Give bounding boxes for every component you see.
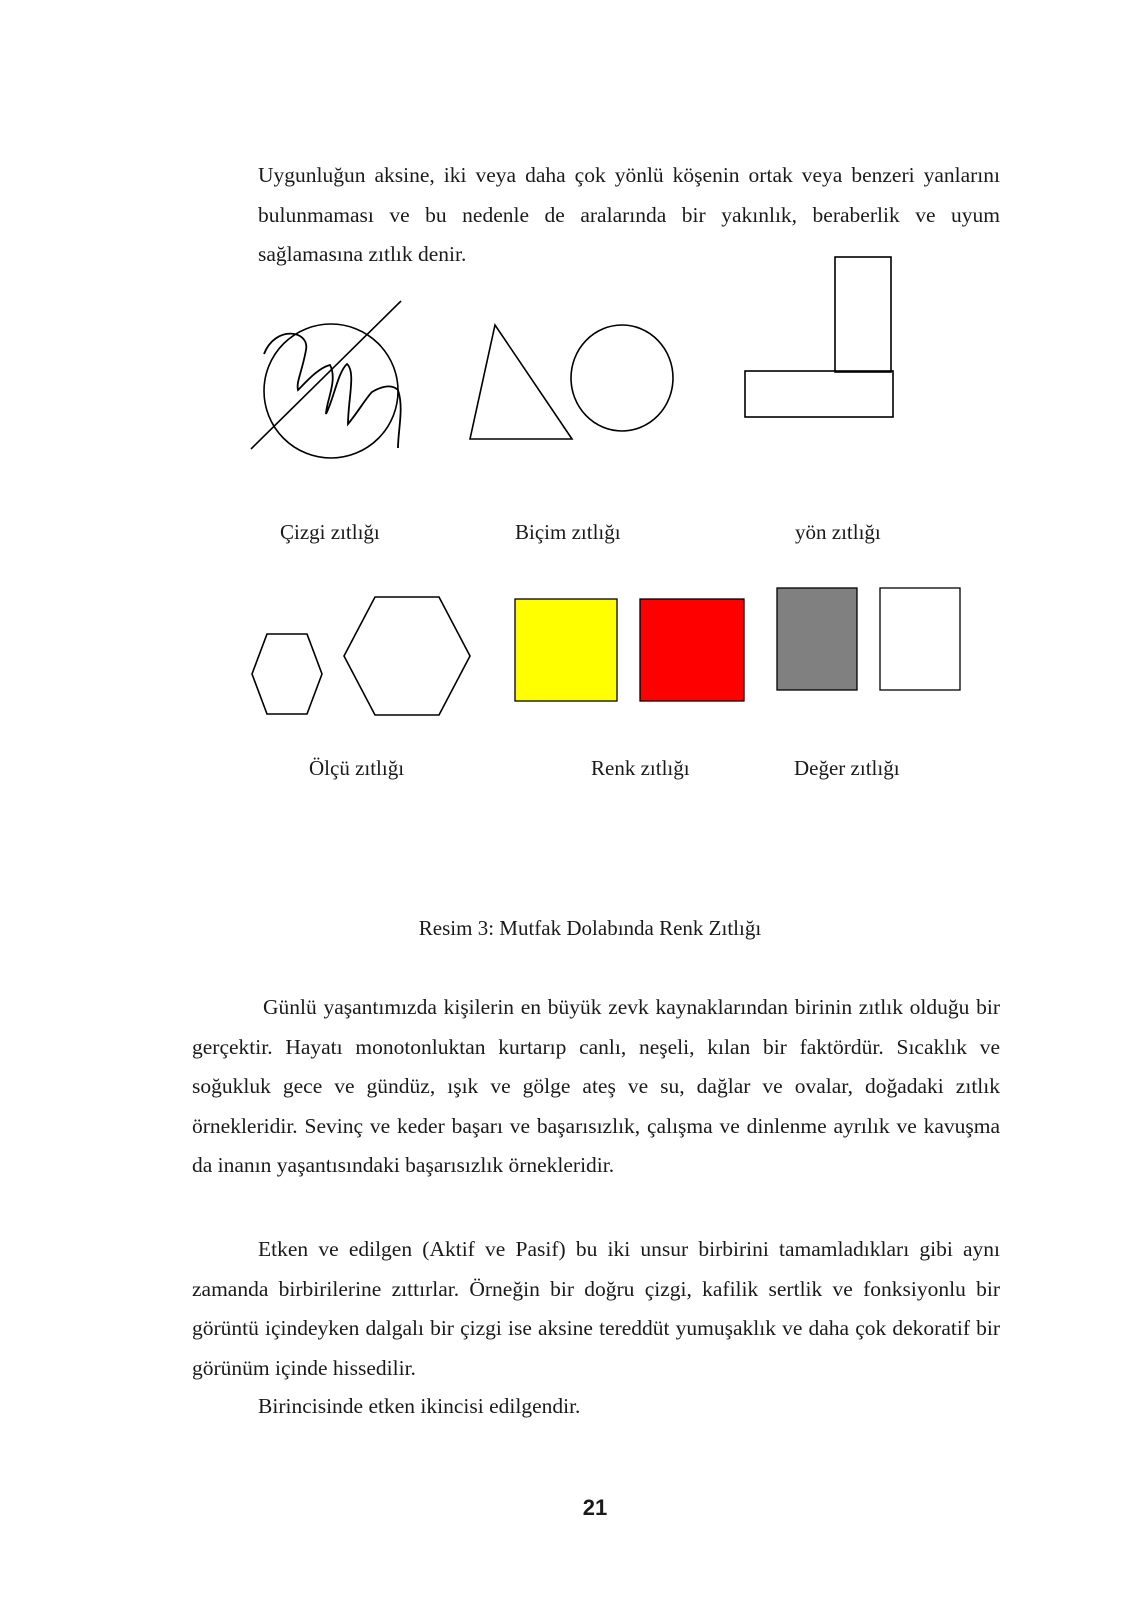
closing-paragraph: Birincisinde etken ikincisi edilgendir. (258, 1394, 581, 1418)
size-contrast-large-hexagon (344, 597, 470, 715)
shape-contrast-label: Biçim zıtlığı (515, 520, 621, 544)
size-contrast-small-hexagon (252, 634, 322, 714)
line-contrast-scribble (264, 334, 401, 448)
color-contrast-yellow-square (515, 599, 617, 701)
figure-caption: Resim 3: Mutfak Dolabında Renk Zıtlığı (418, 916, 762, 940)
page-number: 21 (582, 1495, 608, 1520)
value-contrast-label: Değer zıtlığı (794, 756, 900, 780)
size-contrast-label: Ölçü zıtlığı (309, 756, 405, 780)
direction-contrast-vertical-rect (835, 257, 891, 372)
shape-contrast-triangle (470, 325, 572, 439)
daily-life-paragraph: Günlü yaşantımızda kişilerin en büyük zevk kaynaklarından birinin zıtlık olduğu bir gerçektir. Hayatı monotonluktan kurtarıp canlı, neşeli, kılan bir faktördür. Sıcaklık ve soğukluk gece ve gündüz, ışık ve gölge ateş ve su, dağlar ve ovalar, doğadaki zıtlık örnekleridir. Sevinç ve keder başarı ve başarısızlık, çalışma ve dinlenme ayrılık ve kavuşma da inanın yaşantısındaki başarısızlık örnekleridir. (192, 995, 1000, 1177)
direction-contrast-label: yön zıtlığı (795, 520, 881, 544)
line-contrast-diagonal (251, 301, 401, 449)
color-contrast-red-square (640, 599, 744, 701)
shape-contrast-circle (571, 325, 673, 431)
value-contrast-white-rect (880, 588, 960, 690)
value-contrast-gray-rect (777, 588, 857, 690)
color-contrast-label: Renk zıtlığı (591, 756, 690, 780)
direction-contrast-horizontal-rect (745, 371, 893, 417)
active-passive-paragraph: Etken ve edilgen (Aktif ve Pasif) bu iki unsur birbirini tamamladıkları gibi aynı zamanda birbirilerine zıttırlar. Örneğin bir doğru çizgi, kafilik sertlik ve fonksiyonlu bir görüntü içindeyken dalgalı bir çizgi ise aksine tereddüt yumuşaklık ve daha çok dekoratif bir görünüm içinde hissedilir. (192, 1237, 1000, 1380)
intro-paragraph: Uygunluğun aksine, iki veya daha çok yönlü köşenin ortak veya benzeri yanlarını bulunmaması ve bu nedenle de aralarında bir yakınlık, beraberlik ve uyum sağlamasına zıtlık denir. (258, 163, 1000, 266)
line-contrast-label: Çizgi zıtlığı (280, 520, 380, 544)
